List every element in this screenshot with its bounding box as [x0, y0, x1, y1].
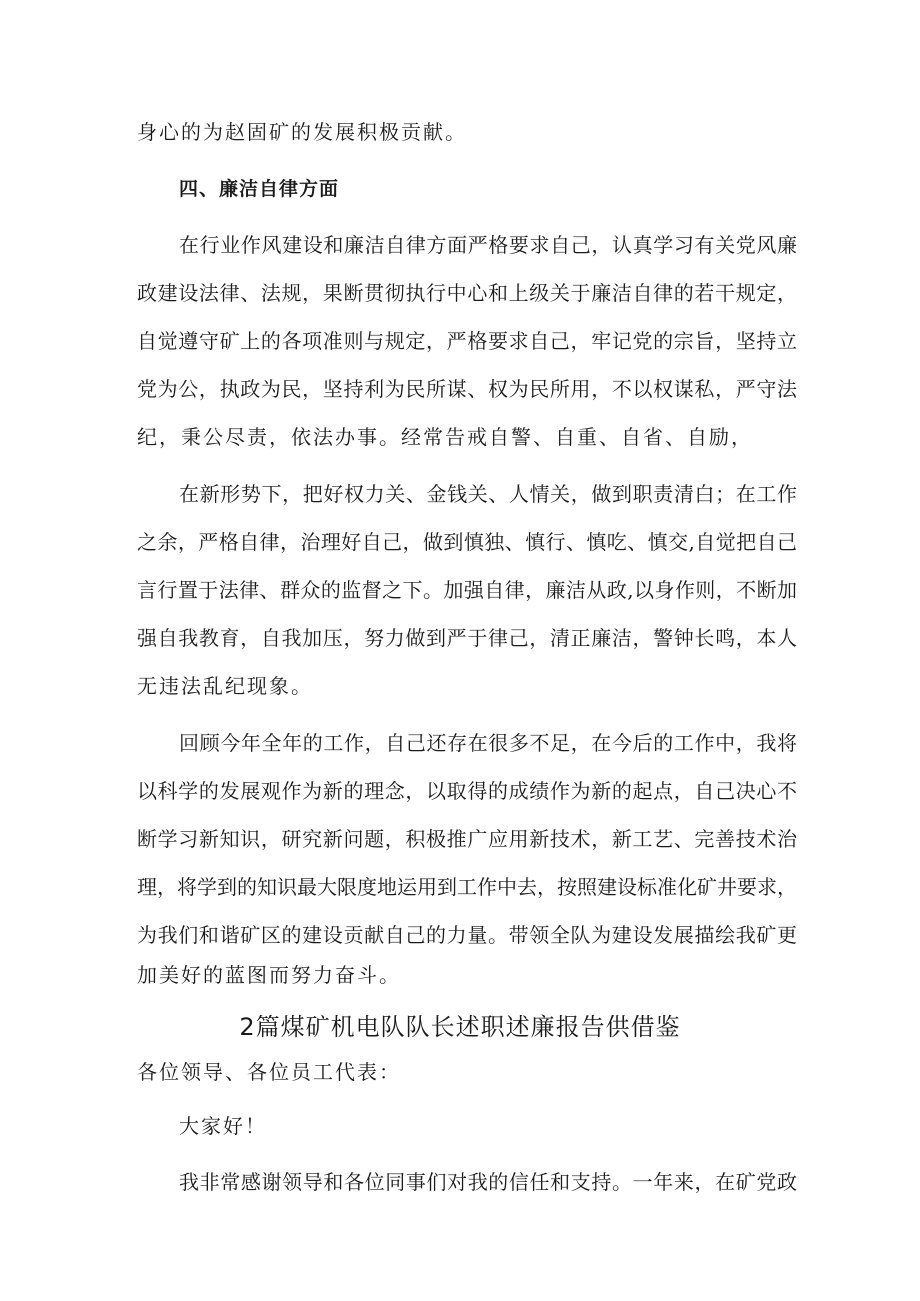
paragraph-line: 言行置于法律、群众的监督之下。加强自律，廉洁从政,以身作则，不断加: [137, 578, 797, 602]
paragraph-line: 在新形势下，把好权力关、金钱关、人情关，做到职责清白；在工作: [179, 482, 797, 506]
paragraph-line: 身心的为赵固矿的发展积极贡献。: [137, 120, 467, 144]
paragraph-line: 以科学的发展观作为新的理念，以取得的成绩作为新的起点，自己决心不: [137, 779, 797, 803]
greeting: 大家好！: [179, 1114, 267, 1138]
paragraph-line: 我非常感谢领导和各位同事们对我的信任和支持。一年来，在矿党政: [179, 1170, 797, 1194]
paragraph-line: 回顾今年全年的工作，自己还存在很多不足，在今后的工作中，我将: [179, 731, 797, 755]
paragraph-line: 之余，严格自律，治理好自己，做到慎独、慎行、慎吃、慎交,自觉把自己: [137, 530, 797, 554]
paragraph-line: 在行业作风建设和廉洁自律方面严格要求自己，认真学习有关党风廉: [179, 233, 797, 257]
paragraph-line: 为我们和谐矿区的建设贡献自己的力量。带领全队为建设发展描绘我矿更: [137, 923, 797, 947]
section-heading: 四、廉洁自律方面: [179, 178, 340, 200]
paragraph-line: 加美好的蓝图而努力奋斗。: [137, 963, 401, 987]
document-title: 2篇煤矿机电队队长述职述廉报告供借鉴: [239, 1013, 681, 1041]
paragraph-line: 政建设法律、法规，果断贯彻执行中心和上级关于廉洁自律的若干规定，: [137, 281, 797, 305]
paragraph-line: 理，将学到的知识最大限度地运用到工作中去，按照建设标准化矿井要求，: [137, 875, 797, 899]
paragraph-line: 纪，秉公尽责，依法办事。经常告戒自警、自重、自省、自励，: [137, 425, 753, 449]
paragraph-line: 党为公，执政为民，坚持利为民所谋、权为民所用，不以权谋私，严守法: [137, 377, 797, 401]
paragraph-line: 断学习新知识，研究新问题，积极推广应用新技术，新工艺、完善技术治: [137, 827, 797, 851]
paragraph-line: 强自我教育，自我加压，努力做到严于律己，清正廉洁，警钟长鸣，本人: [137, 626, 797, 650]
paragraph-line: 自觉遵守矿上的各项准则与规定，严格要求自己，牢记党的宗旨，坚持立: [137, 329, 797, 353]
paragraph-line: 无违法乱纪现象。: [137, 674, 313, 698]
salutation: 各位领导、各位员工代表：: [137, 1060, 401, 1084]
